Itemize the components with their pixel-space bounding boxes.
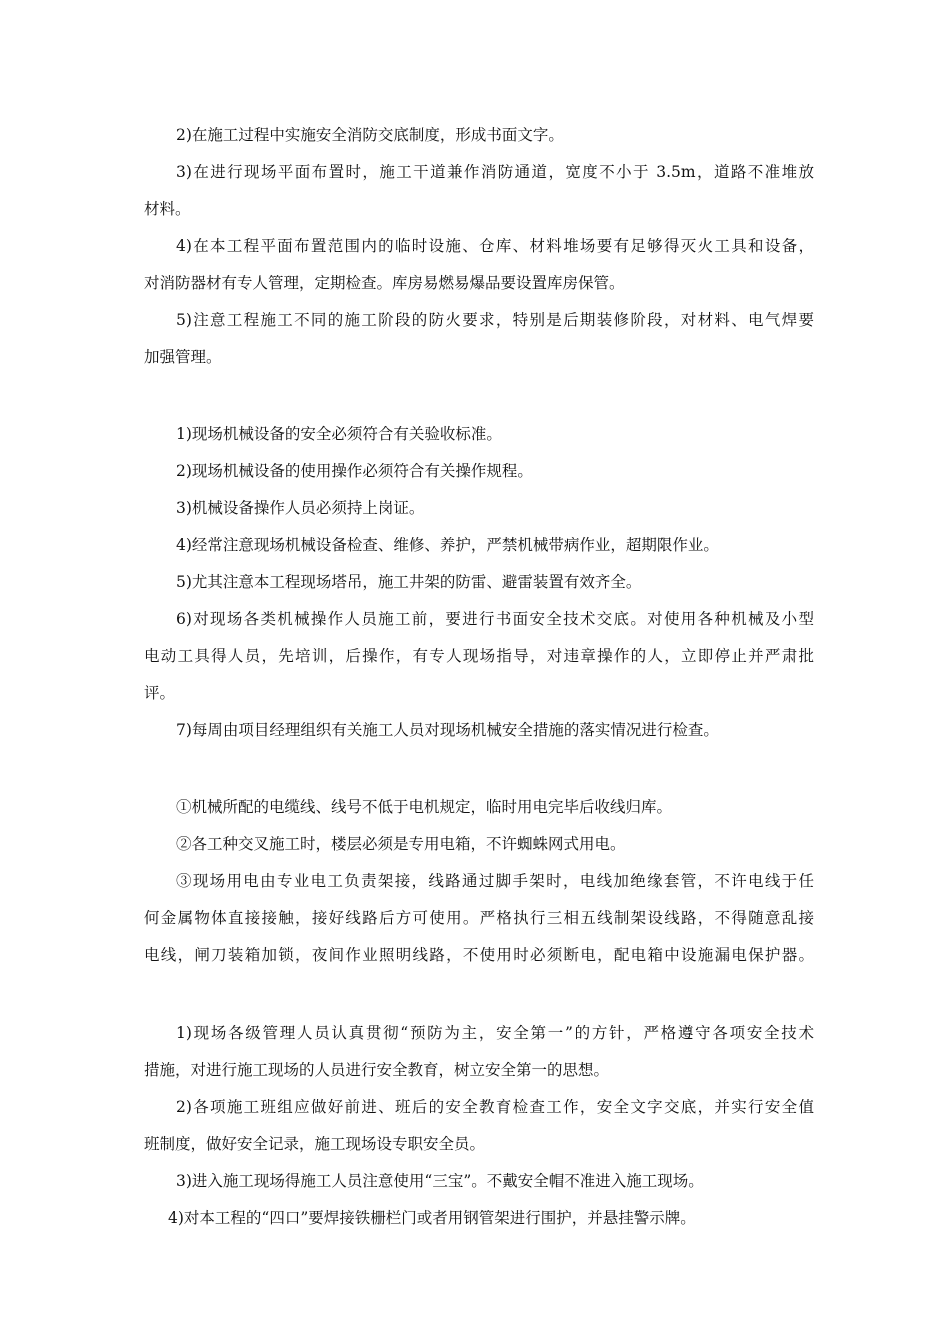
paragraph-line: 6)对现场各类机械操作人员施工前，要进行书面安全技术交底。对使用各种机械及小型 (176, 610, 814, 628)
paragraph-line: 对消防器材有专人管理，定期检查。库房易燃易爆品要设置库房保管。 (144, 274, 625, 292)
paragraph-line: ②各工种交叉施工时，楼层必须是专用电箱，不许蜘蛛网式用电。 (176, 835, 626, 853)
paragraph-line: 1)现场各级管理人员认真贯彻“预防为主，安全第一”的方针，严格遵守各项安全技术 (176, 1024, 814, 1042)
paragraph-line: 评。 (144, 684, 176, 702)
paragraph-line: 5)注意工程施工不同的施工阶段的防火要求，特别是后期装修阶段，对材料、电气焊要 (176, 311, 814, 329)
paragraph-line: 加强管理。 (144, 348, 222, 366)
paragraph-line: 2)在施工过程中实施安全消防交底制度，形成书面文字。 (176, 126, 564, 144)
paragraph-line: 措施，对进行施工现场的人员进行安全教育，树立安全第一的思想。 (144, 1061, 610, 1079)
paragraph-line: 何金属物体直接接触，接好线路后方可使用。严格执行三相五线制架设线路，不得随意乱接 (144, 909, 814, 927)
paragraph-line: 4)经常注意现场机械设备检查、维修、养护，严禁机械带病作业，超期限作业。 (176, 536, 719, 554)
paragraph-line: 3)在进行现场平面布置时，施工干道兼作消防通道，宽度不小于 3.5m，道路不准堆放 (176, 163, 814, 181)
paragraph-line: 5)尤其注意本工程现场塔吊，施工井架的防雷、避雷装置有效齐全。 (176, 573, 642, 591)
paragraph-line: 4)在本工程平面布置范围内的临时设施、仓库、材料堆场要有足够得灭火工具和设备， (176, 237, 814, 255)
paragraph-line: ③现场用电由专业电工负责架接，线路通过脚手架时，电线加绝缘套管，不许电线于任 (176, 872, 814, 890)
paragraph-line: 1)现场机械设备的安全必须符合有关验收标准。 (176, 425, 502, 443)
paragraph-line: 7)每周由项目经理组织有关施工人员对现场机械安全措施的落实情况进行检查。 (176, 721, 719, 739)
paragraph-line: 电线，闸刀装箱加锁，夜间作业照明线路，不使用时必须断电，配电箱中设施漏电保护器。 (144, 946, 814, 964)
paragraph-line: 3)进入施工现场得施工人员注意使用“三宝”。不戴安全帽不准进入施工现场。 (176, 1172, 704, 1190)
paragraph-line: 3)机械设备操作人员必须持上岗证。 (176, 499, 425, 517)
paragraph-line: 4)对本工程的“四口”要焊接铁栅栏门或者用钢管架进行围护，并悬挂警示牌。 (168, 1209, 696, 1227)
paragraph-line: 电动工具得人员，先培训，后操作，有专人现场指导，对违章操作的人，立即停止并严肃批 (144, 647, 814, 665)
paragraph-line: 2)现场机械设备的使用操作必须符合有关操作规程。 (176, 462, 533, 480)
paragraph-line: 材料。 (144, 200, 191, 218)
paragraph-line: ①机械所配的电缆线、线号不低于电机规定，临时用电完毕后收线归库。 (176, 798, 673, 816)
paragraph-line: 班制度，做好安全记录，施工现场设专职安全员。 (144, 1135, 486, 1153)
paragraph-line: 2)各项施工班组应做好前进、班后的安全教育检查工作，安全文字交底，并实行安全值 (176, 1098, 814, 1116)
